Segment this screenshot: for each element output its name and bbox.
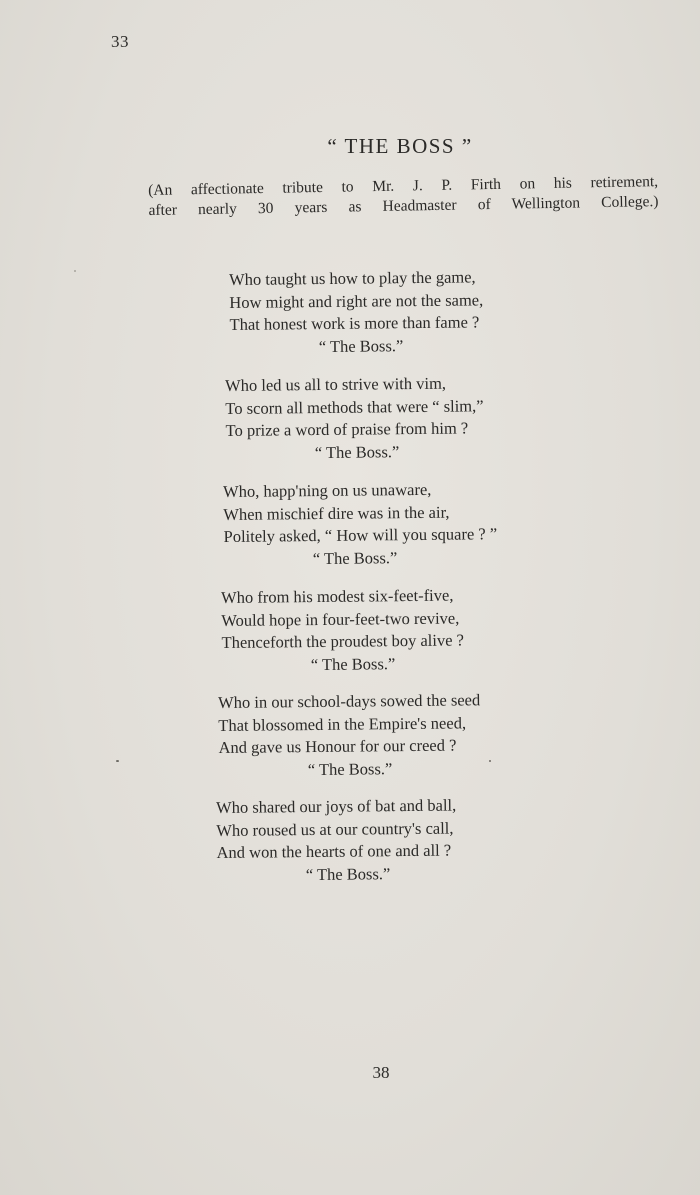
stanza-line: To scorn all methods that were “ slim,”: [225, 395, 484, 418]
stanza-2: [225, 372, 484, 465]
stanza-line: And gave us Honour for our creed ?: [218, 735, 457, 757]
stanza-line: Would hope in four-feet-two revive,: [221, 608, 460, 630]
stanza-refrain: “ The Boss.”: [312, 547, 398, 568]
stanza-line: Who from his modest six-feet-five,: [221, 585, 454, 607]
stanza-line: Who shared our joys of bat and ball,: [216, 795, 457, 817]
paper-speck: [116, 760, 119, 762]
paper-speck: [74, 270, 76, 272]
page-number-bottom: 38: [372, 1063, 390, 1082]
subtitle-line: (An affectionate tribute to Mr. J. P. Firth on his retirement,: [148, 173, 659, 199]
stanza-refrain: “ The Boss.”: [305, 863, 391, 884]
stanza-refrain: “ The Boss.”: [314, 441, 400, 462]
stanza-line: To prize a word of praise from him ?: [225, 418, 469, 440]
poem-subtitle: [148, 172, 659, 221]
stanza-refrain: “ The Boss.”: [310, 653, 396, 674]
stanza-line: That blossomed in the Empire's need,: [218, 712, 467, 735]
stanza-refrain: “ The Boss.”: [318, 335, 404, 356]
page-number-top: 33: [111, 32, 129, 51]
stanza-5: [218, 689, 481, 782]
stanza-6: [216, 794, 457, 887]
stanza-line: Who in our school-days sowed the seed: [218, 690, 481, 712]
paper-speck: [489, 760, 491, 762]
stanza-line: And won the hearts of one and all ?: [216, 840, 452, 862]
stanza-4: [221, 584, 464, 677]
stanza-line: Thenceforth the proudest boy alive ?: [221, 630, 465, 652]
stanza-line: That honest work is more than fame ?: [229, 312, 480, 334]
stanza-refrain: “ The Boss.”: [307, 758, 393, 779]
stanza-line: Who roused us at our country's call,: [216, 818, 454, 840]
stanza-line: Who taught us how to play the game,: [229, 267, 476, 289]
subtitle-line: after nearly 30 years as Headmaster of Wellington College.): [148, 193, 659, 219]
stanza-line: Politely asked, “ How will you square ? ”: [223, 524, 498, 546]
stanza-1: [229, 266, 484, 359]
poem-title: “ THE BOSS ”: [327, 134, 473, 158]
stanza-3: [223, 478, 498, 571]
stanza-line: Who led us all to strive with vim,: [225, 373, 447, 395]
stanza-line: Who, happ'ning on us unaware,: [223, 479, 432, 501]
stanza-line: How might and right are not the same,: [229, 289, 484, 312]
stanza-line: When mischief dire was in the air,: [223, 502, 450, 524]
